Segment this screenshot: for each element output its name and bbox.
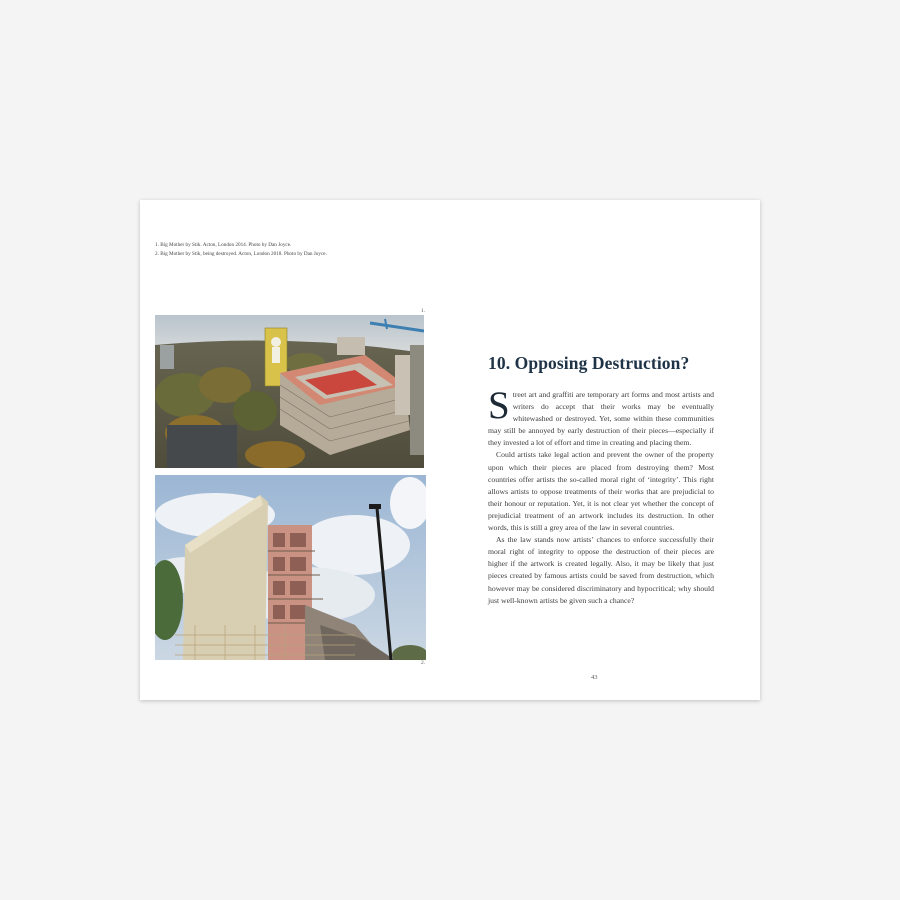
caption-1: 1. Big Mother by Stik. Acton, London 2014. Photo by Dan Joyce. (155, 242, 292, 248)
page-number: 43 (591, 674, 598, 681)
paragraph-2: Could artists take legal action and prevent the owner of the property upon which their pieces are placed from destroying them? Most countries offer artists the so-called moral right of ‘integrity’. This right allows artists to oppose treatments of their works that are prejudicial to their honour or reputation. Yet, it is not clear yet whether the concept of prejudicial treatment of an artwork includes its destruction. In other words, this is still a grey area of the law in several countries. (488, 450, 714, 533)
drop-cap: S (488, 384, 510, 427)
chapter-title: 10. Opposing Destruction? (488, 353, 690, 373)
paragraph-1 (488, 384, 714, 449)
photo-aerial-building-mural (155, 315, 424, 468)
book-spread (140, 200, 760, 700)
photo-building-demolition (155, 475, 426, 660)
paragraph-1-text: treet art and graffiti are temporary art forms and most artists and writers do accept that their works may be eventually whitewashed or destroyed. Yet, some within these communities may still be annoyed by early destruction of their pieces—especially if they invested a lot of effort and time in creating and placing them. (488, 390, 714, 448)
caption-2: 2. Big Mother by Stik, being destroyed. Acton, London 2018. Photo by Dan Joyce. (155, 251, 327, 257)
figure-captions (155, 241, 327, 259)
paragraph-3: As the law stands now artists’ chances to enforce successfully their moral right of integrity to oppose the destruction of their pieces are higher if the artwork is created legally. Also, it may be likely that just pieces created by famous artists could be saved from destruction, which however may be considered discriminatory and hypocritical; why should just well-known artists be given such a chance? (488, 535, 714, 605)
chapter-body (488, 384, 714, 607)
figure-2-label: 2. (421, 660, 426, 666)
figure-1-label: 1. (421, 308, 426, 314)
